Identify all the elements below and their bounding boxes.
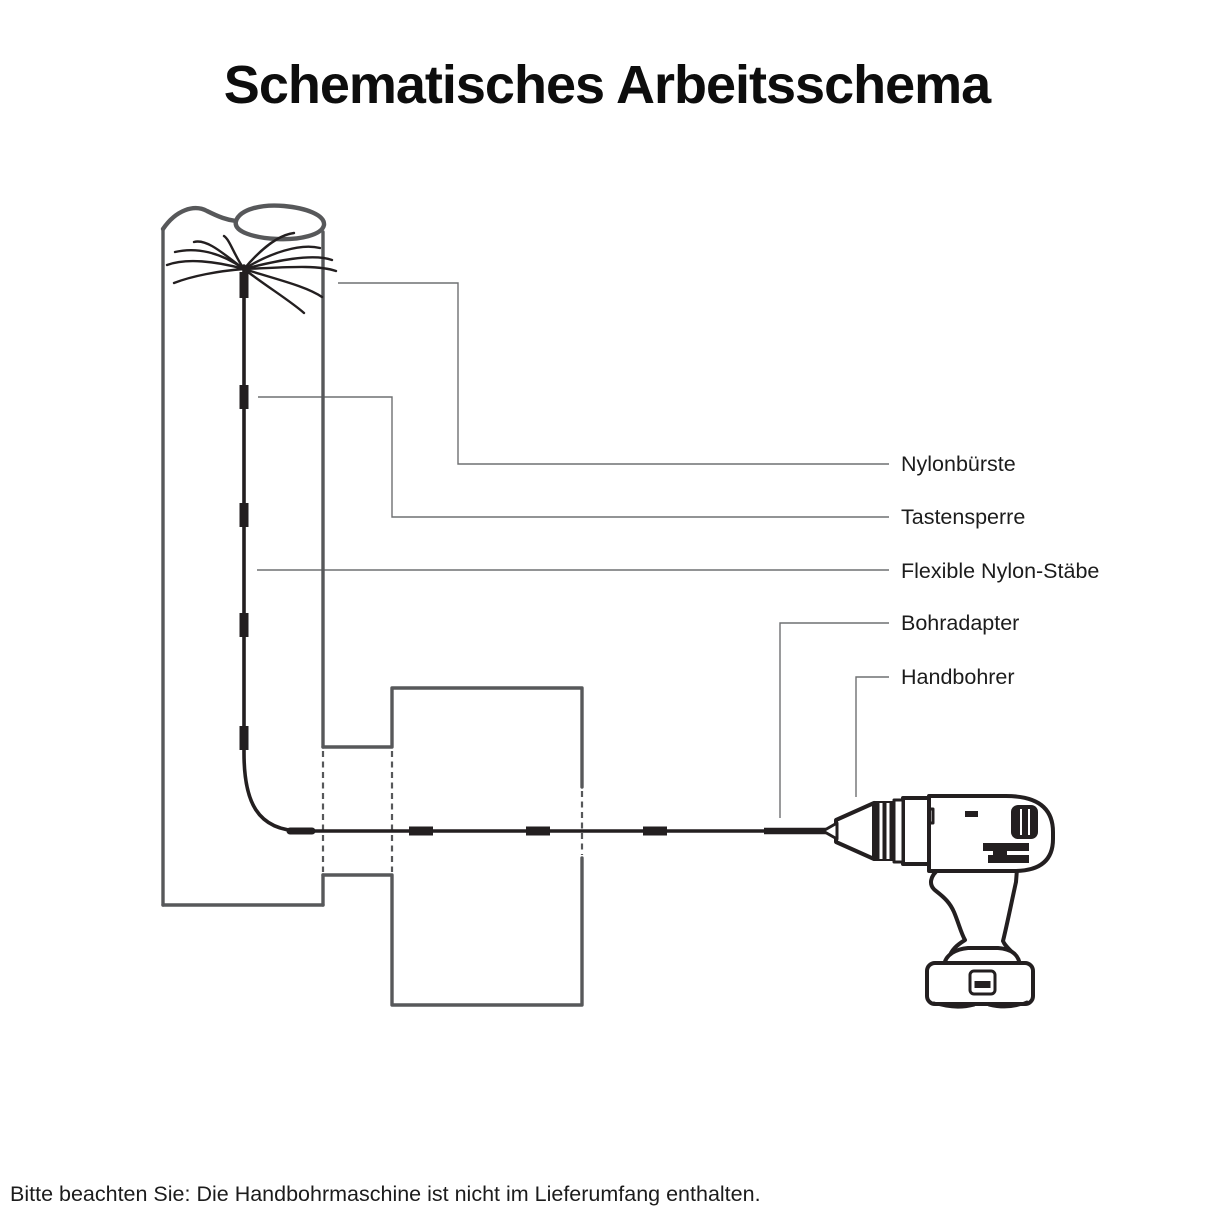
rod-connectors [240, 272, 668, 836]
flexible-rod-icon [240, 266, 831, 836]
label-hand-drill: Handbohrer [901, 665, 1015, 689]
leader-hand-drill [856, 677, 889, 797]
label-drill-adapter: Bohradapter [901, 611, 1020, 635]
page-title: Schematisches Arbeitsschema [223, 55, 991, 115]
nylon-brush-icon [167, 233, 336, 313]
label-button-lock: Tastensperre [901, 505, 1026, 529]
footnote: Bitte beachten Sie: Die Handbohrmaschine ist nicht im Lieferumfang enthalten. [10, 1182, 761, 1206]
cordless-drill-icon [823, 796, 1053, 1007]
label-nylon-brush: Nylonbürste [901, 452, 1016, 476]
wall-cross-section-icon [323, 688, 582, 1005]
leader-drill-adapter [780, 623, 889, 818]
label-nylon-rods: Flexible Nylon-Stäbe [901, 559, 1100, 583]
leader-button-lock [258, 397, 889, 517]
leader-lines [257, 283, 889, 818]
leader-nylon-brush [338, 283, 889, 464]
